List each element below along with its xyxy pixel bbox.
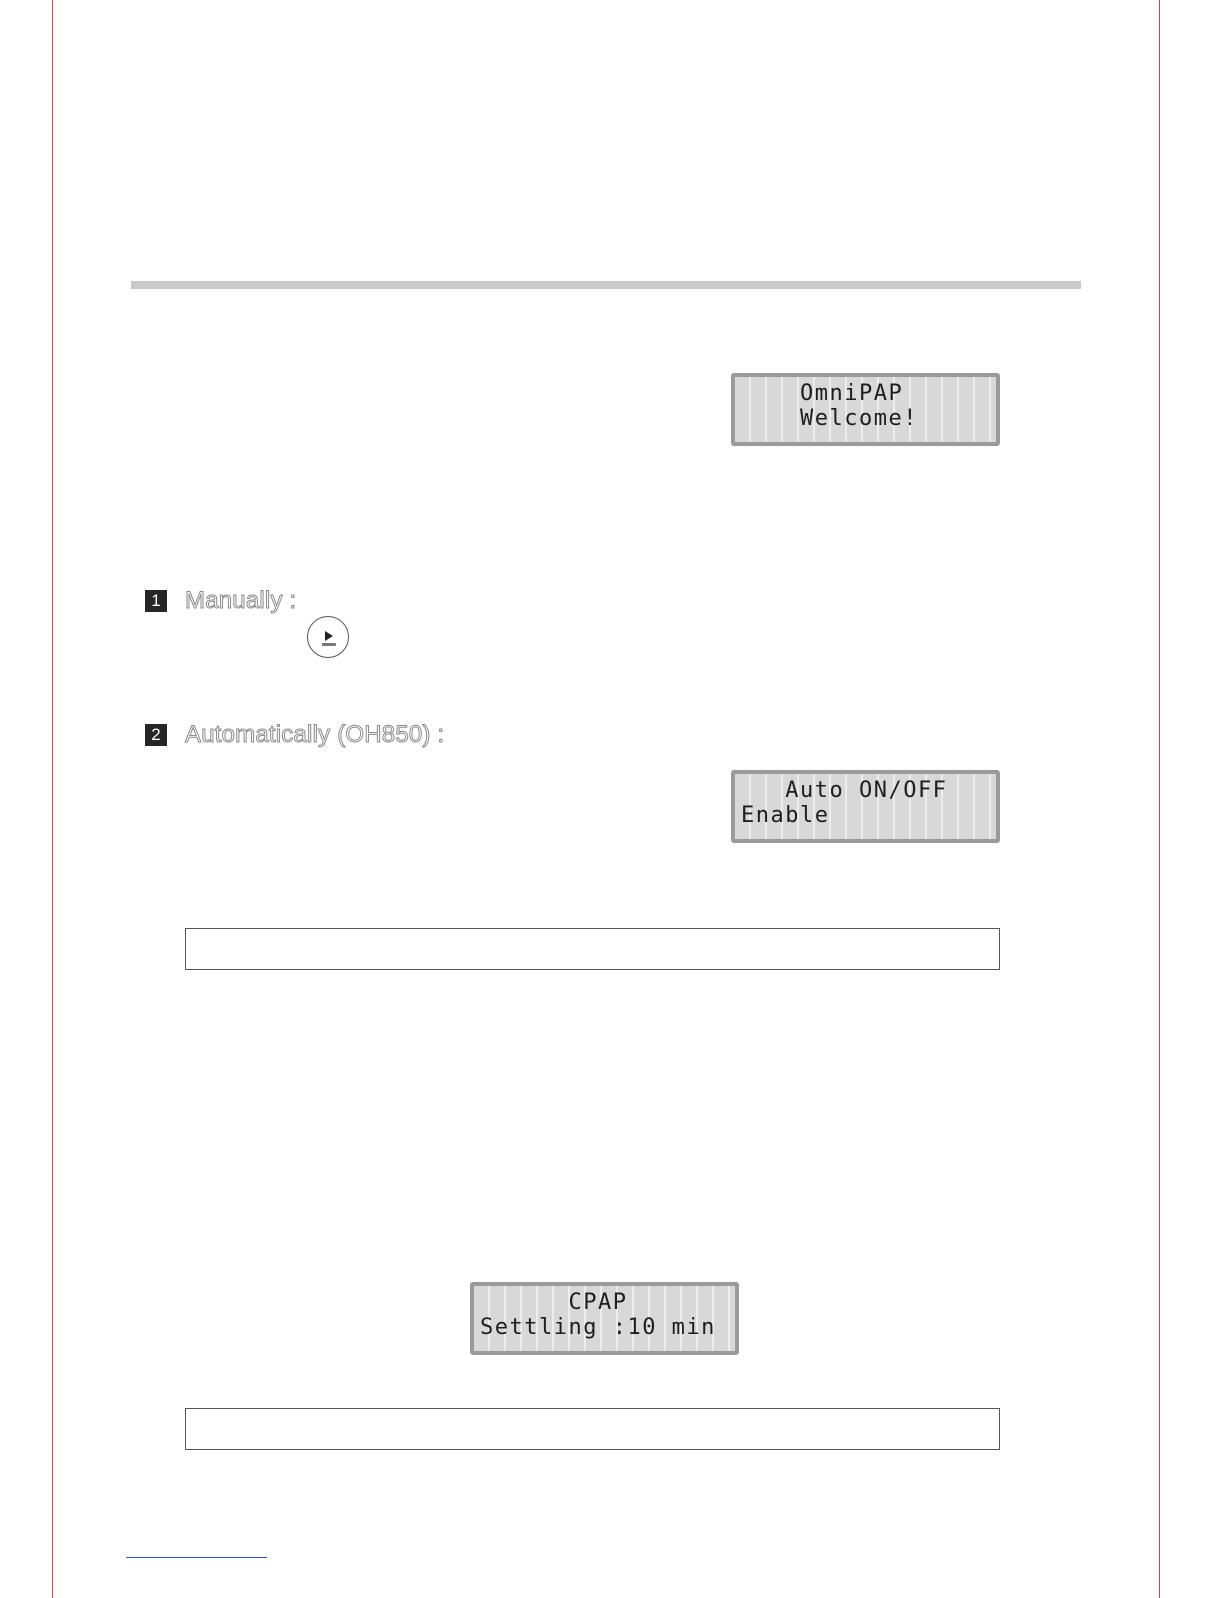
header-rule xyxy=(131,281,1081,289)
footer-link-underline[interactable] xyxy=(126,1557,267,1558)
step-2-badge: 2 xyxy=(145,724,167,746)
step-2-label: Automatically (OH850) : xyxy=(185,721,445,748)
play-triangle-icon xyxy=(325,631,333,641)
lcd-auto-line1: Auto ON/OFF xyxy=(741,778,948,803)
lcd-welcome-line2: Welcome! xyxy=(741,406,918,431)
lcd-auto-display xyxy=(731,770,1000,843)
lcd-welcome-line1: OmniPAP xyxy=(741,381,904,406)
play-start-icon xyxy=(307,616,349,658)
note-box-1 xyxy=(185,928,1000,970)
step-1-label: Manually : xyxy=(185,587,297,614)
lcd-cpap-display xyxy=(470,1282,739,1355)
lcd-cpap-line1: CPAP xyxy=(480,1290,628,1315)
start-caption-mark xyxy=(322,643,336,646)
step-1-badge: 1 xyxy=(145,590,167,612)
note-box-2 xyxy=(185,1408,1000,1450)
lcd-auto-line2: Enable xyxy=(741,803,830,828)
lcd-cpap-line2: Settling :10 min xyxy=(480,1315,716,1340)
lcd-welcome-display xyxy=(731,373,1000,446)
